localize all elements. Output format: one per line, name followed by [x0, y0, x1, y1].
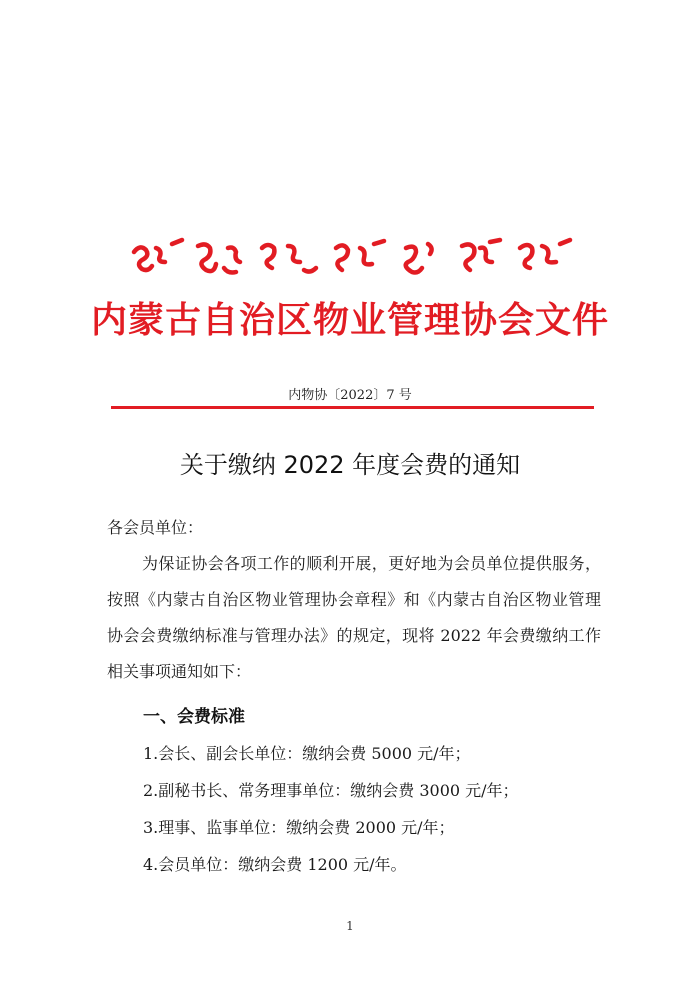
- red-divider-line: [111, 406, 594, 409]
- fee-item: 1.会长、副会长单位：缴纳会费 5000 元/年；: [143, 744, 471, 763]
- fee-list: [143, 735, 519, 883]
- fee-item: 2.副秘书长、常务理事单位：缴纳会费 3000 元/年；: [143, 781, 519, 800]
- salutation: 各会员单位：: [107, 518, 204, 537]
- organization-title: 内蒙古自治区物业管理协会文件: [90, 299, 609, 341]
- mongolian-script-title-icon: [128, 234, 578, 284]
- notice-title: 关于缴纳 2022 年度会费的通知: [179, 451, 521, 479]
- document-number: 内物协〔2022〕7 号: [288, 388, 412, 403]
- fee-item: 3.理事、监事单位：缴纳会费 2000 元/年；: [143, 818, 455, 837]
- intro-paragraph: 为保证协会各项工作的顺利开展，更好地为会员单位提供服务，按照《内蒙古自治区物业管理协会章程》和《内蒙古自治区物业管理协会会费缴纳标准与管理办法》的规定，现将 2022 年会费缴纳工作相关事项通知如下：: [107, 554, 601, 681]
- section-heading-fee-standard: 一、会费标准: [143, 707, 245, 727]
- page-number: 1: [346, 919, 354, 933]
- fee-item: 4.会员单位：缴纳会费 1200 元/年。: [143, 855, 407, 874]
